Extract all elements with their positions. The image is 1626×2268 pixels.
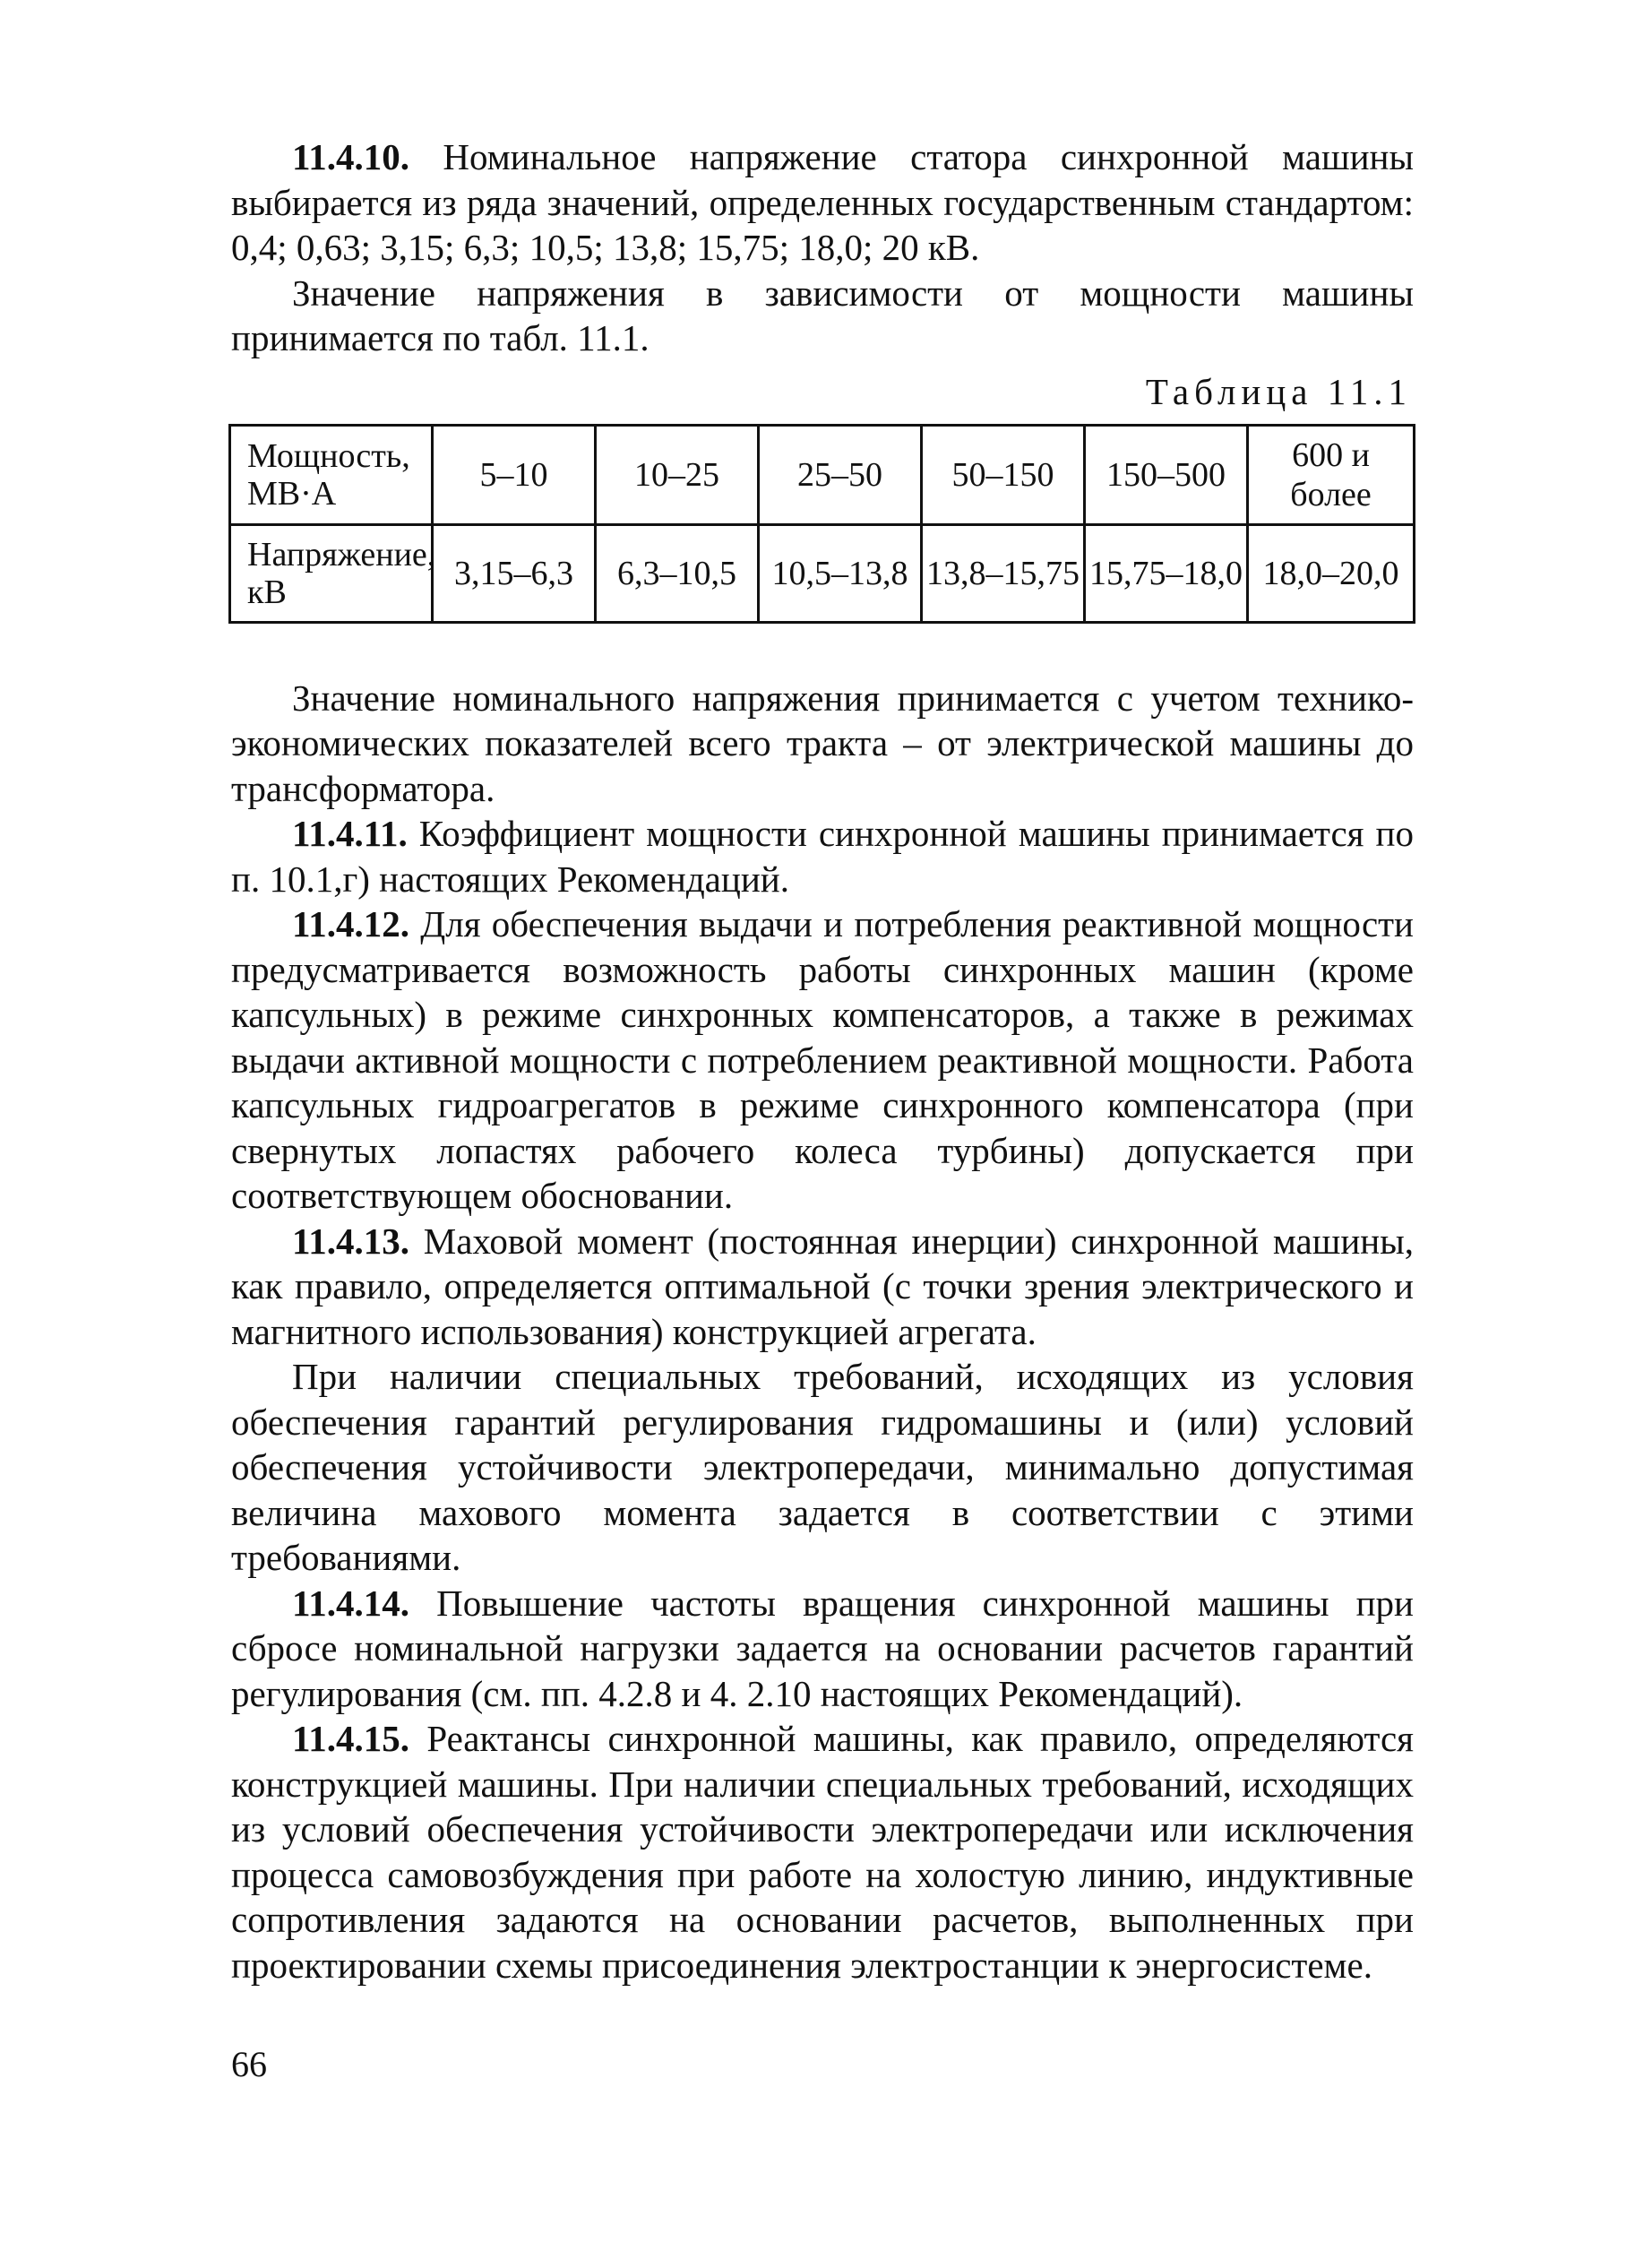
paragraph-rated-voltage [231,676,1414,812]
row-header-power: Мощность, МВ·А [230,425,433,524]
row-header-voltage: Напряжение, кВ [230,524,433,622]
table-row-voltage [230,524,1415,622]
table-cell: 5–10 [433,425,596,524]
clause-number: 11.4.10. [292,136,409,177]
paragraph-special-requirements [231,1354,1414,1581]
table-cell: 3,15–6,3 [433,524,596,622]
paragraph-11-4-13 [231,1219,1414,1355]
paragraph-11-4-11 [231,811,1414,901]
paragraph-text: Значение напряжения в зависимости от мощности машины принимается по табл. 11.1. [231,272,1414,358]
page-number: 66 [231,2044,267,2084]
text-after-table [231,676,1414,1988]
page-content [231,134,1414,1988]
table-cell: 50–150 [922,425,1085,524]
table-caption: Таблица 11.1 [1145,370,1412,412]
table-cell: 15,75–18,0 [1085,524,1248,622]
paragraph-text: Маховой момент (постоянная инерции) синхронной машины, как правило, определяется оптимальной (с точки зрения электрического и магнитного использования) конструкцией агрегата. [231,1220,1415,1352]
paragraph-11-4-10 [231,134,1414,271]
paragraph-table-reference [231,271,1414,361]
paragraph-11-4-12 [231,901,1414,1219]
voltage-table [228,424,1415,624]
paragraph-11-4-15 [231,1716,1414,1988]
paragraph-11-4-14 [231,1581,1414,1717]
clause-number: 11.4.12. [292,903,409,944]
clause-number: 11.4.13. [292,1220,409,1262]
clause-number: 11.4.11. [292,813,408,854]
paragraph-text: Повышение частоты вращения синхронной машины при сбросе номинальной нагрузки задается на основании расчетов гарантий регулирования (см. пп. 4.2.8 и 4. 2.10 настоящих Рекомендаций). [231,1582,1415,1714]
table-row-power [230,425,1415,524]
paragraph-text: Значение номинального напряжения принимается с учетом технико-экономических показателей всего тракта – от электрической машины до трансформатора. [231,677,1414,809]
table-cell: 10,5–13,8 [759,524,922,622]
paragraph-text: Реактансы синхронной машины, как правило, определяются конструкцией машины. При наличии специальных требований, исходящих из условий обеспечения устойчивости электропередачи или исключения процесса самовозбуждения при работе на холостую линию, индуктивные сопротивления задаются на основании расчетов, выполненных при проектировании схемы присоединения электростанции к энергосистеме. [231,1718,1414,1986]
paragraph-text: При наличии специальных требований, исходящих из условия обеспечения гарантий регулирования гидромашины и (или) условий обеспечения устойчивости электропередачи, минимально допустимая величина махового момента задается в соответствии с этими требованиями. [231,1356,1414,1578]
table-cell: 13,8–15,75 [922,524,1085,622]
paragraph-text: Коэффициент мощности синхронной машины принимается по п. 10.1,г) настоящих Рекомендаций. [231,813,1414,900]
clause-number: 11.4.15. [292,1718,409,1759]
table-cell: 600 и более [1248,425,1415,524]
table-cell: 25–50 [759,425,922,524]
paragraph-text: Номинальное напряжение статора синхронной машины выбирается из ряда значений, определенных государственным стандартом: 0,4; 0,63; 3,15; 6,3; 10,5; 13,8; 15,75; 18,0; 20 кВ. [231,136,1414,268]
table-cell: 18,0–20,0 [1248,524,1415,622]
table-cell: 150–500 [1085,425,1248,524]
table-cell: 6,3–10,5 [596,524,759,622]
clause-number: 11.4.14. [292,1582,409,1624]
table-cell: 10–25 [596,425,759,524]
paragraph-text: Для обеспечения выдачи и потребления реактивной мощности предусматривается возможность работы синхронных машин (кроме капсульных) в режиме синхронных компенсаторов, а также в режимах выдачи активной мощности с потреблением реактивной мощности. Работа капсульных гидроагрегатов в режиме синхронного компенсатора (при свернутых лопастях рабочего колеса турбины) допускается при соответствующем обосновании. [231,903,1414,1216]
